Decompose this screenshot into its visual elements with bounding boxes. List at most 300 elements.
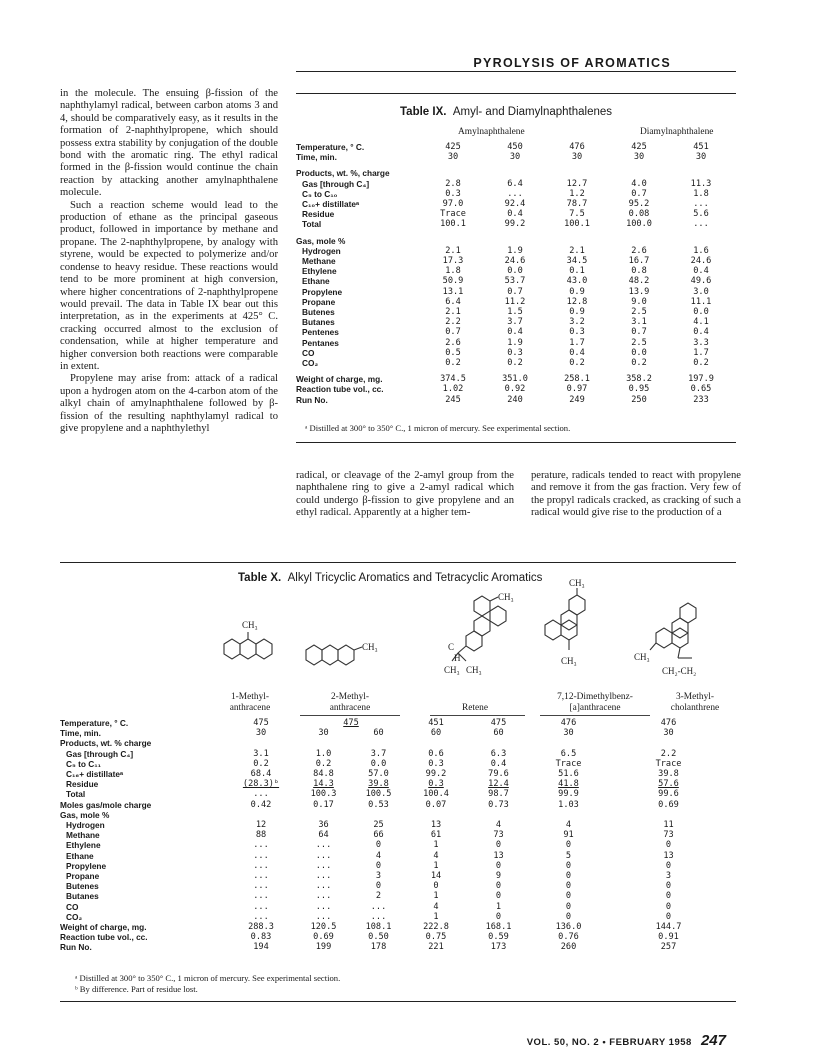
table-cell: 30 — [318, 728, 329, 739]
h-label: H — [454, 653, 461, 663]
table-cell: 0.2 — [507, 358, 523, 369]
table-cell: 100.4 — [423, 789, 449, 800]
ch3-label: CH₃ — [466, 665, 482, 675]
table-cell: 48.2 — [628, 276, 650, 287]
right-body-column — [531, 470, 741, 520]
row-label: Ethylene — [302, 266, 337, 277]
row-label: Propane — [302, 296, 336, 307]
table-row — [296, 179, 732, 189]
table-cell: 0.2 — [693, 358, 709, 369]
table-cell: 0.83 — [250, 932, 272, 943]
table-cell: 0.8 — [631, 266, 647, 277]
table-cell: 11.3 — [690, 178, 712, 189]
row-label: Products, wt. %, charge — [296, 168, 390, 179]
table-cell — [406, 810, 466, 820]
table-cell: 13 — [430, 820, 442, 831]
table-row — [296, 384, 732, 394]
row-label: Butanes — [66, 891, 99, 902]
table9-bottom-rule — [296, 442, 736, 443]
table-cell: ... — [253, 881, 269, 892]
table-cell: 475 — [253, 718, 269, 728]
row-label: Total — [66, 789, 86, 800]
table-cell: ... — [253, 789, 269, 800]
table-cell: 5 — [565, 850, 572, 861]
table-cell — [422, 236, 484, 246]
table-cell: 0.2 — [569, 358, 585, 369]
table-cell: 0.2 — [631, 358, 647, 369]
table10-footnote-b: ᵇ By difference. Part of residue lost. — [75, 984, 198, 994]
rule — [430, 715, 525, 716]
table-cell: 3.1 — [631, 317, 647, 328]
table-cell: 476 — [560, 718, 577, 728]
table-row — [60, 891, 731, 901]
paragraph: in the molecule. The ensuing β-fission of the naphthylamyl radical, between carbon atoms 3 and 4, should be comparatively easy, as it results in the formation of 2-naphthylpropene, which should possess extra stability by conjugation of the double bond with the aromatic ring. The ethyl radical formed in the β-fission would continue the chain reaction by attacking another amylnaphthalene molecule. — [60, 88, 278, 199]
table-cell: 24.6 — [504, 256, 526, 267]
table-cell: 73 — [493, 830, 504, 841]
table-row — [296, 168, 732, 178]
table-cell: 99.6 — [658, 789, 679, 800]
table-cell: 0.07 — [425, 799, 447, 810]
table-cell: 100.1 — [440, 219, 466, 230]
table-row — [60, 718, 731, 728]
table-cell: 99.9 — [558, 789, 579, 800]
row-label: Gas, mole % — [60, 809, 110, 820]
table-cell: 0.76 — [558, 932, 579, 943]
table-cell: 6.5 — [560, 748, 577, 759]
table-cell: 3.7 — [370, 748, 387, 759]
table-cell: 0 — [495, 840, 502, 851]
table-cell: 1.7 — [693, 347, 709, 358]
table-cell: ... — [315, 840, 332, 851]
table-cell: 0.7 — [507, 286, 523, 297]
table-cell: 0.3 — [428, 758, 444, 769]
table-cell: 425 — [631, 142, 647, 152]
row-label: Methane — [66, 830, 100, 841]
table-cell: 1 — [433, 891, 439, 902]
table-cell: ... — [315, 911, 332, 922]
table-cell: 30 — [563, 728, 574, 739]
issue-info: VOL. 50, NO. 2 • FEBRUARY 1958 — [526, 1037, 692, 1048]
row-label: CO₂ — [66, 911, 83, 922]
table-cell: 95.2 — [628, 199, 650, 210]
table-cell: 0.0 — [507, 266, 523, 277]
table-cell: 60 — [493, 728, 504, 739]
table-cell: 60 — [373, 728, 384, 739]
row-label: CO — [302, 347, 315, 358]
row-label: Ethylene — [66, 840, 101, 851]
table-cell: 108.1 — [365, 922, 392, 933]
table-cell — [670, 168, 732, 178]
row-label: Run No. — [60, 942, 92, 953]
table-cell — [670, 236, 732, 246]
table-cell: 0.2 — [445, 358, 461, 369]
table-cell: 0 — [665, 881, 672, 892]
table-cell: 11 — [663, 820, 674, 831]
table-cell: 0.3 — [507, 347, 523, 358]
structure-dimethylbenzanthracene — [535, 578, 610, 683]
table-cell: 60 — [430, 728, 442, 739]
row-label: Gas [through C₄] — [66, 748, 134, 759]
structure-methylcholanthrene — [634, 600, 720, 685]
table-cell: 88 — [255, 830, 267, 841]
table-cell — [466, 810, 531, 820]
table-cell — [531, 810, 606, 820]
table-cell: 2.2 — [660, 748, 677, 759]
table-cell: 2.1 — [445, 245, 461, 256]
table-cell: 1.9 — [507, 337, 523, 348]
table9-label: Table IX. — [400, 106, 447, 118]
table9 — [296, 142, 732, 405]
row-label: Time, min. — [60, 728, 101, 739]
table-cell: 84.8 — [313, 769, 334, 780]
table-cell: ... — [315, 891, 332, 902]
table-cell: 9.0 — [631, 296, 647, 307]
table-row — [60, 789, 731, 799]
table-cell: 1 — [433, 911, 439, 922]
table-cell: 240 — [507, 394, 523, 405]
table-cell: 0.9 — [569, 307, 585, 318]
table-cell: 1.7 — [569, 337, 585, 348]
compound-name: 3-Methyl- cholanthrene — [670, 692, 720, 713]
table-cell: 16.7 — [628, 256, 650, 267]
table-row — [60, 922, 731, 932]
table-cell: 1.2 — [569, 188, 585, 199]
table-row — [296, 142, 732, 152]
compound-name: 1-Methyl- anthracene — [229, 692, 271, 713]
table-cell: 1 — [433, 840, 439, 851]
table-cell: 0 — [495, 891, 502, 902]
table-cell — [484, 168, 546, 178]
table-row — [296, 276, 732, 286]
table-cell: 0.7 — [631, 327, 647, 338]
row-label: Butenes — [66, 881, 99, 892]
table-cell: 476 — [660, 718, 677, 728]
table-row — [60, 820, 731, 830]
table-cell: 475 — [490, 718, 507, 728]
ch3-label: CH₃ — [569, 578, 585, 588]
table-cell: 194 — [253, 942, 269, 953]
row-label: C₁₀+ distillateᵃ — [302, 199, 360, 210]
table-cell: ... — [315, 850, 332, 861]
middle-body-column — [296, 470, 514, 520]
table-row — [296, 209, 732, 219]
table-cell: 0.69 — [313, 932, 334, 943]
table-cell: 0 — [665, 891, 672, 902]
table-cell: 100.3 — [310, 789, 337, 800]
table-cell: 0.1 — [569, 266, 585, 277]
paragraph: Such a reaction scheme would lead to the production of ethane as the principal gaseous product, followed in importance by methane and propane. The 2-naphthylpropene, by analogy with styrene, would be expected to polymerize and/or condense to heavy residue. These reactions would tend to be more prominent at high conversion, where higher concentrations of 2-naphthylpropene would prevail. The data in Table IX bear out this interpretation, as in the experiments at 425° C. cracking occurred almost to the exclusion of condensation, while at higher temperature and higher conversion both reactions were comparable in extent. — [60, 199, 278, 372]
table-cell: 100.0 — [626, 219, 652, 230]
row-label: Methane — [302, 256, 336, 267]
table-cell: 100.1 — [564, 219, 590, 230]
table-cell: 66 — [373, 830, 384, 841]
table-cell — [606, 738, 731, 748]
table-cell: 245 — [445, 394, 461, 405]
table-row — [60, 728, 731, 738]
table-cell: Trace — [440, 209, 466, 220]
table-cell: 136.0 — [555, 922, 582, 933]
table-cell: ... — [253, 911, 269, 922]
table-cell: 0.5 — [445, 347, 461, 358]
table-cell: 79.6 — [488, 769, 509, 780]
table-cell: 0.97 — [566, 384, 588, 395]
table-cell: 374.5 — [440, 374, 466, 385]
table-cell: 2 — [375, 891, 382, 902]
table10-title: Alkyl Tricyclic Aromatics and Tetracyclic Aromatics — [287, 572, 543, 584]
table-cell: 0.6 — [428, 748, 444, 759]
table-cell: 13 — [663, 850, 674, 861]
table-cell: 1.8 — [445, 266, 461, 277]
table-cell: 0.59 — [488, 932, 509, 943]
table-row — [296, 297, 732, 307]
table-cell: 0.9 — [569, 286, 585, 297]
row-label: C₅ to C₁₁ — [66, 758, 102, 769]
table-row — [296, 189, 732, 199]
rule — [540, 715, 650, 716]
table-cell: 13 — [493, 850, 504, 861]
row-label: Run No. — [296, 394, 328, 405]
table-cell: 6.4 — [507, 178, 523, 189]
table-row — [60, 749, 731, 759]
table-cell: (28.3)ᵇ — [242, 779, 280, 790]
table-cell: ... — [315, 871, 332, 882]
table-cell: 2.5 — [631, 337, 647, 348]
table-cell: Trace — [555, 758, 582, 769]
table-cell: 73 — [663, 830, 674, 841]
table-cell: 425 — [445, 142, 461, 152]
table-cell: 3.2 — [569, 317, 585, 328]
table-cell: 0 — [565, 840, 572, 851]
table-cell: 43.0 — [566, 276, 588, 287]
table-cell: 2.2 — [445, 317, 461, 328]
table-cell: 250 — [631, 394, 647, 405]
table-cell: 0.0 — [370, 758, 387, 769]
table-cell: 30 — [447, 152, 459, 163]
table-cell: 120.5 — [310, 922, 337, 933]
table-cell: 257 — [660, 942, 677, 953]
table-cell: 0.0 — [631, 347, 647, 358]
table-cell: 68.4 — [250, 769, 272, 780]
table-cell: 0.4 — [490, 758, 507, 769]
table-cell: 4.0 — [631, 178, 647, 189]
table-cell: 0.95 — [628, 384, 650, 395]
table-cell: 11.1 — [690, 296, 712, 307]
table-cell: 451 — [693, 142, 709, 152]
row-label: Propane — [66, 871, 100, 882]
table-cell: 30 — [633, 152, 645, 163]
table-cell: 0.50 — [368, 932, 389, 943]
table-cell — [608, 236, 670, 246]
table-cell: 0.7 — [445, 327, 461, 338]
table-cell — [466, 738, 531, 748]
table-cell: 0 — [565, 860, 572, 871]
compound-name: 2-Methyl- anthracene — [329, 692, 371, 713]
table10-caption — [238, 572, 542, 584]
rule — [300, 715, 400, 716]
row-label: Products, wt. % charge — [60, 738, 152, 749]
table-cell: 4 — [495, 820, 502, 831]
table-cell: 0.3 — [428, 779, 444, 790]
table-cell: 0.53 — [368, 799, 389, 810]
table-cell: 0.3 — [569, 327, 585, 338]
row-label: Weight of charge, mg. — [60, 922, 147, 933]
row-label: Reaction tube vol., cc. — [296, 384, 384, 395]
table-cell: 30 — [695, 152, 707, 163]
table-cell: 0 — [665, 901, 672, 912]
table-cell: 1 — [495, 901, 502, 912]
table-cell: 199 — [315, 942, 332, 953]
table-cell — [546, 168, 608, 178]
table-cell: 0 — [665, 911, 672, 922]
table-cell — [351, 738, 406, 748]
table10-label: Table X. — [238, 572, 282, 584]
table-cell: 0 — [375, 881, 382, 892]
table-row — [60, 738, 731, 748]
table-cell: 24.6 — [690, 256, 712, 267]
table-row — [60, 800, 731, 810]
table-cell: ... — [315, 860, 332, 871]
table-cell: 0.2 — [253, 758, 269, 769]
row-label: Reaction tube vol., cc. — [60, 932, 148, 943]
table-cell: 98.7 — [488, 789, 509, 800]
table-cell: 197.9 — [688, 374, 714, 385]
table-cell — [226, 738, 296, 748]
row-label: Residue — [302, 209, 335, 220]
ch3-label: CH₃ — [362, 642, 378, 652]
table-cell: 12.7 — [566, 178, 588, 189]
table-cell: 57.0 — [368, 769, 389, 780]
table10 — [60, 718, 731, 953]
row-label: CO — [66, 901, 79, 912]
table-row — [60, 861, 731, 871]
table-cell: ... — [253, 840, 269, 851]
row-label: Weight of charge, mg. — [296, 374, 383, 385]
table-cell: 351.0 — [502, 374, 528, 385]
table-cell: 0.42 — [250, 799, 272, 810]
table-cell: 4 — [433, 850, 439, 861]
row-label: Gas, mole % — [296, 235, 346, 246]
table-cell: 0 — [375, 840, 382, 851]
table-cell — [608, 168, 670, 178]
table-cell: ... — [370, 911, 387, 922]
table-cell: 1.8 — [693, 188, 709, 199]
table9-caption — [400, 106, 612, 118]
table-cell: 3.0 — [693, 286, 709, 297]
row-label: Pentanes — [302, 337, 339, 348]
table-row — [60, 810, 731, 820]
ch2ch2-label: CH₂-CH₂ — [662, 666, 697, 676]
table-cell: 4.1 — [693, 317, 709, 328]
table-row — [296, 358, 732, 368]
table-cell: 475 — [343, 718, 359, 728]
table-row — [296, 307, 732, 317]
table-cell: 1.0 — [315, 748, 332, 759]
left-body-column — [60, 88, 278, 435]
table-cell: 0.91 — [658, 932, 679, 943]
table-cell: 2.6 — [445, 337, 461, 348]
table-cell — [296, 738, 351, 748]
table-row — [60, 881, 731, 891]
table-cell: 0.0 — [693, 307, 709, 318]
table-cell: 0.75 — [425, 932, 447, 943]
table-row — [296, 256, 732, 266]
table-cell: 9 — [495, 871, 502, 882]
table-cell: ... — [315, 881, 332, 892]
table-cell: 91 — [563, 830, 574, 841]
table-cell: 30 — [509, 152, 521, 163]
table-cell — [546, 236, 608, 246]
paragraph: perature, radicals tended to react with propylene and remove it from the gas fraction. Very few of the propyl radicals cracked, as cracking of such a radical would give rise to the production of a — [531, 470, 741, 519]
table-cell: 39.8 — [368, 779, 389, 790]
table9-group-diamyl: Diamylnaphthalene — [640, 127, 714, 137]
table-cell: 178 — [370, 942, 387, 953]
ch3-label: CH₃ — [561, 656, 577, 666]
c-label: C — [448, 642, 455, 652]
ch3-label: CH₃ — [444, 665, 460, 675]
table-cell: 0.7 — [631, 188, 647, 199]
table-cell: ... — [253, 850, 269, 861]
table-cell: 0 — [495, 911, 502, 922]
row-label: CO₂ — [302, 358, 319, 369]
header-rule — [296, 71, 736, 72]
table-row — [296, 152, 732, 162]
page-number: 247 — [700, 1032, 726, 1049]
table-row — [296, 236, 732, 246]
table-cell: 1.5 — [507, 307, 523, 318]
table-cell: 0.4 — [507, 327, 523, 338]
table-cell: 6.4 — [445, 296, 461, 307]
table-cell: 451 — [428, 718, 444, 728]
row-label: Ethane — [66, 850, 94, 861]
row-label: C₁₆+ distillateᵃ — [66, 769, 124, 780]
row-label: Butanes — [302, 317, 335, 328]
table-cell: 0.65 — [690, 384, 712, 395]
table-cell: 0.3 — [445, 188, 461, 199]
table-cell: 2.6 — [631, 245, 647, 256]
table-cell: ... — [315, 901, 332, 912]
table-cell: 144.7 — [655, 922, 682, 933]
table-cell: 4 — [433, 901, 439, 912]
table-cell: 0.2 — [315, 758, 332, 769]
table-cell: 36 — [318, 820, 329, 831]
table-row — [296, 338, 732, 348]
table-cell: 3.1 — [253, 748, 269, 759]
table10-top-rule — [60, 562, 736, 563]
table-cell — [484, 236, 546, 246]
table-row — [60, 769, 731, 779]
table-cell: ... — [693, 219, 709, 230]
table-cell: 0 — [565, 871, 572, 882]
table-cell: 258.1 — [564, 374, 590, 385]
table-cell: 1.02 — [442, 384, 464, 395]
table-row — [296, 327, 732, 337]
row-label: Temperature, ° C. — [296, 142, 365, 152]
row-label: Ethane — [302, 276, 330, 287]
ch3-label: CH₃ — [634, 652, 650, 662]
table-row — [60, 779, 731, 789]
table-cell: 41.8 — [558, 779, 579, 790]
table-cell: 12.8 — [566, 296, 588, 307]
table-cell: 233 — [693, 394, 709, 405]
table-cell: 11.2 — [504, 296, 526, 307]
row-label: Residue — [66, 779, 99, 790]
row-label: Moles gas/mole charge — [60, 799, 152, 810]
table-cell: 99.2 — [504, 219, 526, 230]
table-cell: 6.3 — [490, 748, 507, 759]
table-cell: 14 — [430, 871, 442, 882]
table-cell: 222.8 — [423, 922, 449, 933]
row-label: Hydrogen — [302, 245, 341, 256]
